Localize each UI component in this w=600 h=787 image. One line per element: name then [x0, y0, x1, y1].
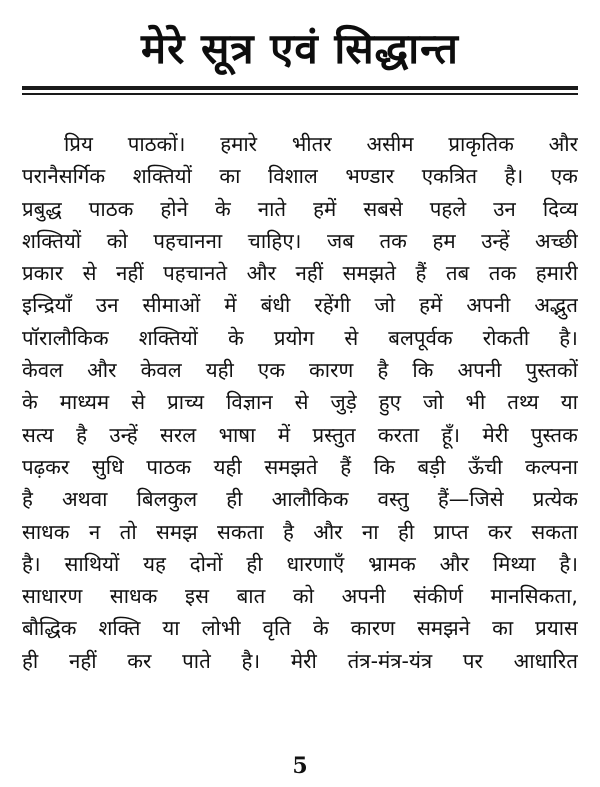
- word: और: [439, 551, 469, 576]
- title-rule-thin: [22, 93, 578, 95]
- text-line: [22, 193, 578, 225]
- word: सुधि: [91, 454, 124, 479]
- word: ही: [22, 648, 39, 673]
- word: समझते: [264, 454, 318, 479]
- word: है: [282, 519, 294, 544]
- word: साथियों: [64, 551, 120, 576]
- word: नहीं: [295, 261, 324, 286]
- word: कर: [127, 648, 152, 673]
- text-line: [22, 580, 578, 612]
- word: है: [76, 422, 87, 447]
- word: हमें: [419, 293, 443, 318]
- word: तक: [379, 228, 407, 253]
- word: साधक: [109, 584, 158, 609]
- word: अपनी: [457, 358, 502, 383]
- word: जो: [374, 293, 396, 318]
- word: को: [292, 584, 314, 609]
- word: भण्डार: [345, 164, 395, 189]
- text-line: [22, 548, 578, 580]
- word: से: [344, 325, 359, 350]
- word: बात: [236, 584, 266, 609]
- word: चाहिए।: [247, 228, 302, 253]
- word: इन्द्रियाँ: [22, 293, 72, 318]
- word: प्रकार: [22, 261, 64, 286]
- word: परानैसर्गिक: [22, 164, 106, 189]
- word: का: [219, 164, 241, 189]
- word: अच्छी: [535, 228, 578, 253]
- word: आलौकिक: [271, 487, 349, 512]
- word: बड़ी: [417, 454, 446, 479]
- word: भ्रामक: [368, 551, 416, 576]
- chapter-title: मेरे सूत्र एवं सिद्धान्त: [141, 24, 459, 73]
- word: विशाल: [267, 164, 318, 189]
- word: तथ्य: [507, 390, 539, 415]
- word: साधक: [22, 519, 70, 544]
- word: कारण: [309, 358, 354, 383]
- word: तक: [488, 261, 517, 286]
- word: ही: [397, 519, 415, 544]
- word: दोनों: [189, 551, 223, 576]
- word: संकीर्ण: [413, 584, 463, 609]
- word: से: [131, 390, 146, 415]
- word: प्राप्त: [433, 519, 469, 544]
- word: के: [227, 325, 244, 350]
- word: यही: [205, 358, 234, 383]
- word: है।: [559, 551, 578, 576]
- word: न: [88, 519, 101, 544]
- word: अद्भुत: [534, 293, 578, 318]
- word: दिव्य: [542, 196, 578, 221]
- word: तंत्र-मंत्र-यंत्र: [347, 648, 433, 673]
- word: हमारे: [220, 132, 258, 156]
- word: मिथ्या: [492, 551, 536, 576]
- word: पहचानना: [153, 228, 223, 253]
- word: ऊँची: [468, 454, 503, 479]
- word: ना: [361, 519, 379, 544]
- word: हैं—जिसे: [437, 487, 504, 512]
- word: नहीं: [116, 261, 144, 286]
- word: प्रबुद्ध: [22, 196, 62, 221]
- word: पॉरालौकिक: [22, 325, 109, 350]
- word: है: [377, 358, 389, 383]
- word: रोकती: [482, 325, 530, 350]
- word: हमें: [313, 196, 337, 221]
- word: बलपूर्वक: [388, 325, 453, 350]
- word: रहेंगी: [314, 293, 351, 318]
- word: धारणाएँ: [286, 551, 345, 576]
- word: पुस्तकों: [525, 358, 578, 383]
- word: पाठक: [146, 454, 191, 479]
- word: भाषा: [218, 422, 256, 447]
- word: से: [82, 261, 97, 286]
- word: मेरी: [290, 648, 317, 673]
- word: या: [162, 616, 180, 641]
- word: बिलकुल: [136, 487, 198, 512]
- word: शक्तियों: [132, 164, 192, 189]
- word: वस्तु: [377, 487, 409, 512]
- word: है।: [241, 648, 261, 673]
- word: प्रस्तुत: [312, 422, 356, 447]
- text-line: [22, 645, 578, 677]
- word: हम: [432, 228, 456, 253]
- text-line: [22, 419, 578, 451]
- word: या: [560, 390, 578, 415]
- word: कारण: [350, 616, 396, 641]
- word: सीमाओं: [142, 293, 201, 318]
- word: एकत्रित: [421, 164, 478, 189]
- word: है: [22, 487, 33, 512]
- word: शक्तियों: [22, 228, 82, 253]
- word: समझने: [417, 616, 471, 641]
- word: होने: [160, 196, 188, 221]
- word: हैं: [340, 454, 352, 479]
- word: वृति: [262, 616, 291, 641]
- word: सकता: [531, 519, 578, 544]
- word: असीम: [366, 132, 414, 156]
- word: लोभी: [201, 616, 241, 641]
- word: तो: [119, 519, 137, 544]
- word: नहीं: [68, 648, 97, 673]
- word: अपनी: [466, 293, 511, 318]
- word: साधारण: [22, 584, 83, 609]
- word: पाते: [182, 648, 211, 673]
- word: शक्ति: [98, 616, 141, 641]
- word: प्रयोग: [273, 325, 315, 350]
- word: अथवा: [62, 487, 108, 512]
- text-line: [22, 516, 578, 548]
- word: कि: [373, 454, 395, 479]
- title-rule-thick: [22, 86, 578, 90]
- word: के: [22, 390, 38, 415]
- word: प्रयास: [535, 616, 578, 641]
- word: का: [492, 616, 514, 641]
- text-line: [22, 483, 578, 515]
- word: इस: [185, 584, 209, 609]
- word: सबसे: [363, 196, 403, 221]
- page-number: 5: [292, 753, 308, 779]
- word: बौद्धिक: [22, 616, 77, 641]
- word: हमारी: [535, 261, 578, 286]
- word: में: [277, 422, 291, 447]
- word: यह: [143, 551, 166, 576]
- word: माध्यम: [59, 390, 110, 415]
- word: प्राकृतिक: [448, 132, 514, 156]
- word: विज्ञान: [226, 390, 273, 415]
- word: और: [313, 519, 343, 544]
- word: जो: [422, 390, 444, 415]
- word: यही: [213, 454, 242, 479]
- word: सत्य: [22, 422, 54, 447]
- word: के: [214, 196, 231, 221]
- word: और: [548, 132, 578, 156]
- word: भी: [465, 390, 486, 415]
- word: को: [106, 228, 128, 253]
- word: बंधी: [260, 293, 291, 318]
- word: उन्हें: [109, 422, 138, 447]
- text-line: [22, 128, 578, 160]
- word: एक: [257, 358, 285, 383]
- word: तब: [445, 261, 470, 286]
- word: पढ़कर: [22, 454, 70, 479]
- word: पुस्तक: [530, 422, 578, 447]
- word: के: [313, 616, 329, 641]
- word: मेरी: [482, 422, 509, 447]
- word: भीतर: [291, 132, 332, 156]
- word: करता: [377, 422, 420, 447]
- word: उन्हें: [481, 228, 510, 253]
- word: कि: [412, 358, 434, 383]
- word: समझ: [156, 519, 198, 544]
- word: समझते: [342, 261, 396, 286]
- word: केवल: [140, 358, 182, 383]
- word: है।: [22, 551, 41, 576]
- word: सरल: [160, 422, 197, 447]
- word: हैं: [415, 261, 427, 286]
- text-line: [22, 612, 578, 644]
- word: हुए: [378, 390, 401, 415]
- word: है।: [559, 325, 578, 350]
- text-line: [22, 289, 578, 321]
- word: हूँ।: [441, 422, 461, 447]
- word: पहले: [429, 196, 467, 221]
- word: प्राच्य: [167, 390, 205, 415]
- word: पाठकों।: [127, 132, 186, 156]
- word: और: [87, 358, 117, 383]
- word: एक: [550, 164, 578, 189]
- word: पाठक: [88, 196, 134, 221]
- word: शक्तियों: [138, 325, 198, 350]
- text-line: [22, 225, 578, 257]
- word: अपनी: [341, 584, 386, 609]
- word: उन: [95, 293, 119, 318]
- word: पहचानते: [163, 261, 228, 286]
- word: मानसिकता,: [490, 584, 578, 609]
- word: सकता: [216, 519, 264, 544]
- word: कल्पना: [525, 454, 578, 479]
- text-line: [22, 451, 578, 483]
- word: प्रिय: [64, 132, 93, 156]
- word: जब: [327, 228, 354, 253]
- word: आधारित: [513, 648, 578, 673]
- word: में: [224, 293, 237, 318]
- text-line: [22, 257, 578, 289]
- word: केवल: [22, 358, 64, 383]
- text-line: [22, 354, 578, 386]
- word: पर: [462, 648, 483, 673]
- word: कर: [487, 519, 513, 544]
- word: ही: [226, 487, 243, 512]
- text-line: [22, 322, 578, 354]
- word: नाते: [257, 196, 287, 221]
- word: उन: [493, 196, 516, 221]
- word: है।: [504, 164, 524, 189]
- word: प्रत्येक: [532, 487, 578, 512]
- word: से: [294, 390, 309, 415]
- word: ही: [246, 551, 263, 576]
- body-paragraph: [22, 128, 578, 677]
- text-line: [22, 160, 578, 192]
- text-line: [22, 386, 578, 418]
- word: और: [246, 261, 276, 286]
- word: जुड़े: [330, 390, 357, 415]
